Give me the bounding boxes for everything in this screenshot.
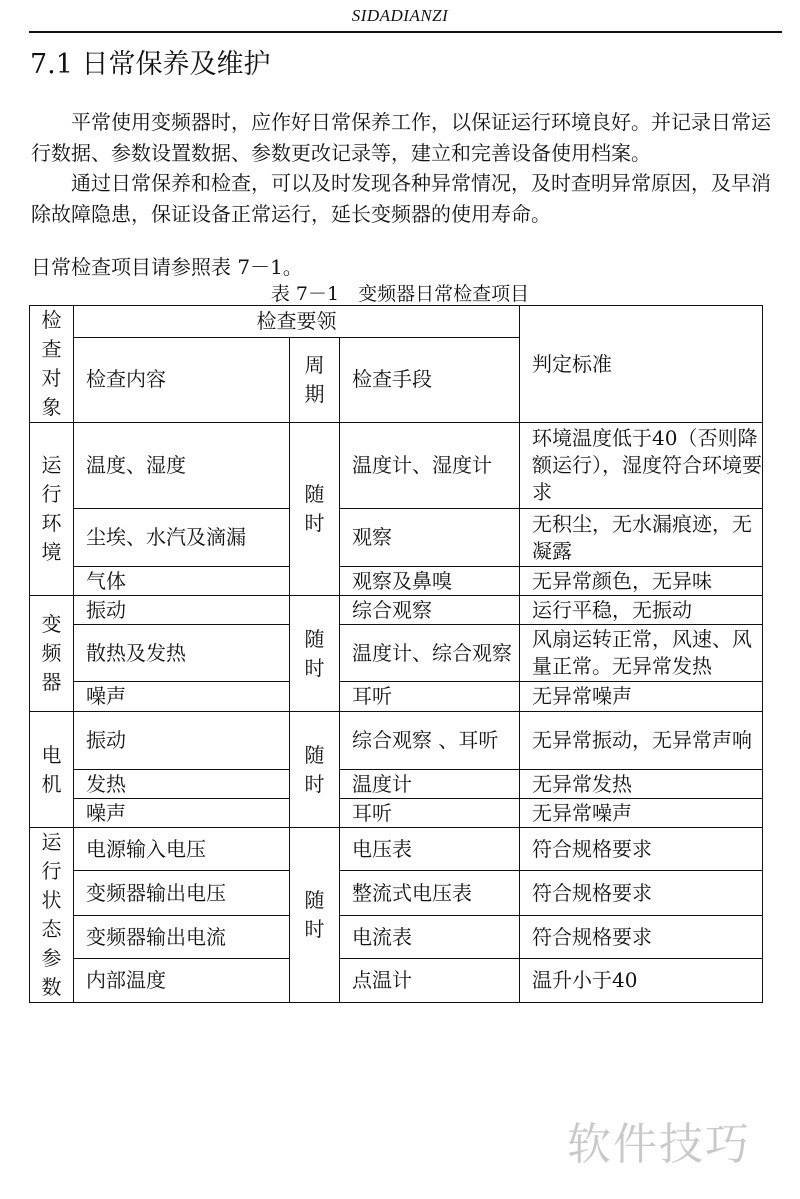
method-cell: 点温计 [340,959,520,1003]
criterion-cell: 无异常颜色，无异味 [520,567,763,596]
header-object: 检查对象 [30,306,74,423]
criterion-cell: 符合规格要求 [520,828,763,871]
table-header-row [30,306,763,338]
content-cell: 噪声 [74,682,290,712]
criterion-cell: 无异常噪声 [520,799,763,828]
table-caption: 表 7－1 变频器日常检查项目 [270,283,530,305]
section-title: 7.1 日常保养及维护 [30,49,271,80]
watermark: 软件技巧 [567,1119,751,1170]
content-cell: 内部温度 [74,959,290,1003]
table-row [30,625,763,682]
method-cell: 观察 [340,509,520,567]
table-row [30,509,763,567]
content-cell: 振动 [74,596,290,625]
table-row [30,712,763,770]
method-cell: 温度计 [340,770,520,799]
paragraph-maintenance-intro: 平常使用变频器时，应作好日常保养工作，以保证运行环境良好。并记录日常运行数据、参数设置数据、参数更改记录等，建立和完善设备使用档案。 [31,110,771,165]
criterion-cell: 符合规格要求 [520,916,763,959]
group-object: 电机 [30,712,74,828]
header-essentials: 检查要领 [74,306,520,338]
criterion-cell: 无异常发热 [520,770,763,799]
table-row [30,959,763,1003]
table-reference-text: 日常检查项目请参照表 7－1。 [31,255,303,279]
method-cell: 综合观察 、耳听 [340,712,520,770]
criterion-cell: 环境温度低于40（否则降额运行），湿度符合环境要求 [520,423,763,509]
paragraph-inspection-benefits: 通过日常保养和检查，可以及时发现各种异常情况，及时查明异常原因，及早消除故障隐患，保证设备正常运行，延长变频器的使用寿命。 [31,171,771,226]
content-cell: 电源输入电压 [74,828,290,871]
method-cell: 温度计、湿度计 [340,423,520,509]
table-row [30,596,763,625]
group-object: 运行环境 [30,423,74,596]
content-cell: 振动 [74,712,290,770]
content-cell: 噪声 [74,799,290,828]
header-criterion: 判定标准 [520,306,763,423]
method-cell: 耳听 [340,682,520,712]
criterion-cell: 温升小于40 [520,959,763,1003]
criterion-cell: 符合规格要求 [520,871,763,916]
table-row [30,828,763,871]
criterion-cell: 无异常振动，无异常声响 [520,712,763,770]
content-cell: 变频器输出电压 [74,871,290,916]
header-method: 检查手段 [340,337,520,422]
content-cell: 变频器输出电流 [74,916,290,959]
header-period: 周期 [290,337,340,422]
running-header: SIDADIANZI [351,6,449,25]
table-row [30,423,763,509]
header-rule [29,31,782,33]
criterion-cell: 风扇运转正常，风速、风量正常。无异常发热 [520,625,763,682]
method-cell: 温度计、综合观察 [340,625,520,682]
method-cell: 耳听 [340,799,520,828]
inspection-table [29,305,763,1003]
content-cell: 发热 [74,770,290,799]
method-cell: 综合观察 [340,596,520,625]
period-cell: 随时 [290,712,340,828]
table-row [30,799,763,828]
table-row [30,770,763,799]
table-row [30,682,763,712]
method-cell: 整流式电压表 [340,871,520,916]
period-cell: 随时 [290,596,340,712]
group-object: 运行状态参数 [30,828,74,1003]
method-cell: 电压表 [340,828,520,871]
period-cell: 随时 [290,423,340,596]
table-row [30,871,763,916]
criterion-cell: 运行平稳，无振动 [520,596,763,625]
period-cell: 随时 [290,828,340,1003]
table-row [30,916,763,959]
header-content: 检查内容 [74,337,290,422]
criterion-cell: 无积尘，无水漏痕迹，无凝露 [520,509,763,567]
content-cell: 温度、湿度 [74,423,290,509]
content-cell: 散热及发热 [74,625,290,682]
criterion-cell: 无异常噪声 [520,682,763,712]
method-cell: 观察及鼻嗅 [340,567,520,596]
method-cell: 电流表 [340,916,520,959]
content-cell: 气体 [74,567,290,596]
group-object: 变频器 [30,596,74,712]
table-row [30,567,763,596]
content-cell: 尘埃、水汽及滴漏 [74,509,290,567]
